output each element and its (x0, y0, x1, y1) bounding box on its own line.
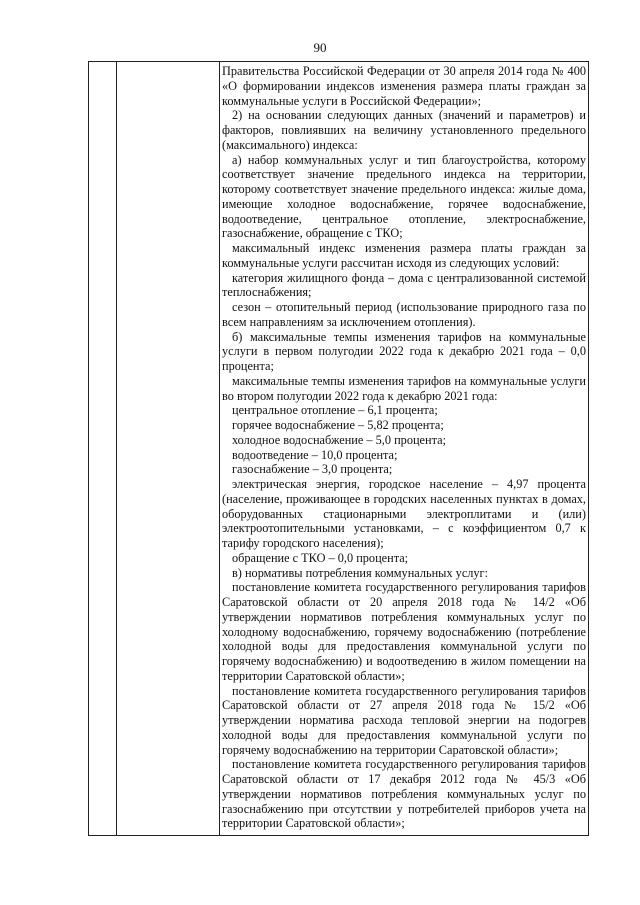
paragraph: б) максимальные темпы изменения тарифов на коммунальные услуги в первом полугодии 2022 года к декабрю 2021 года – 0,0 процента; (222, 329, 586, 373)
paragraph: обращение с ТКО – 0,0 процента; (232, 550, 409, 565)
paragraph: центральное отопление – 6,1 процента; (232, 403, 438, 418)
page-number: 90 (313, 40, 327, 55)
paragraph: Правительства Российской Федерации от 30 апреля 2014 года № 400 «О формировании индексов изменения размера платы граждан за коммунальные услуги в Российской Федерации»; (222, 64, 586, 108)
table-column-divider (219, 62, 220, 835)
paragraph: категория жилищного фонда – дома с централизованной системой теплоснабжения; (222, 270, 586, 300)
table-column-divider (116, 62, 117, 835)
paragraph: 2) на основании следующих данных (значений и параметров) и факторов, повлиявших на величину установленного предельного (максимального) индекса: (222, 108, 586, 152)
paragraph: горячее водоснабжение – 5,82 процента; (232, 418, 444, 432)
paragraph: в) нормативы потребления коммунальных услуг: (232, 565, 489, 580)
paragraph: сезон – отопительный период (использование природного газа по всем направлениям за исключением отопления). (222, 300, 586, 329)
paragraph: постановление комитета государственного регулирования тарифов Саратовской области от 20 апреля 2018 года № 14/2 «Об утверждении нормативов потребления коммунальных услуг по холодному водоснабжению, горячему водоснабжению (потребление холодной воды для предоставления коммунальной услуги по горячему водоснабжению) и водоотведению в жилом помещении на территории Саратовской области»; (222, 580, 586, 683)
table-text-cell (222, 64, 586, 831)
paragraph: максимальный индекс изменения размера платы граждан за коммунальные услуги рассчитан исходя из следующих условий: (222, 241, 586, 270)
paragraph: максимальные темпы изменения тарифов на коммунальные услуги во втором полугодии 2022 года к декабрю 2021 года: (222, 373, 586, 403)
paragraph: газоснабжение – 3,0 процента; (232, 462, 393, 477)
paragraph: постановление комитета государственного регулирования тарифов Саратовской области от 17 декабря 2012 года № 45/3 «Об утверждении нормативов потребления коммунальных услуг по газоснабжению при отсутствии у потребителей приборов учета на территории Саратовской области»; (222, 757, 586, 831)
paragraph: постановление комитета государственного регулирования тарифов Саратовской области от 27 апреля 2018 года № 15/2 «Об утверждении норматива расхода тепловой энергии на подогрев холодной воды для предоставления коммунальной услуги по горячему водоснабжению на территории Саратовской области»; (222, 683, 586, 757)
paragraph: водоотведение – 10,0 процента; (232, 447, 398, 462)
document-table (88, 61, 589, 836)
paragraph: а) набор коммунальных услуг и тип благоустройства, которому соответствует значение предельного индекса на территории, которому соответствует значение предельного индекса: жилые дома, имеющие холодное водоснабжение, горячее водоснабжение, водоотведение, центральное отопление, электроснабжение, газоснабжение, обращение с ТКО; (222, 152, 586, 241)
paragraph: электрическая энергия, городское население – 4,97 процента (население, проживающее в городских населенных пунктах в домах, оборудованных стационарными электроплитами и (или) электроотопительными установками, – с коэффициентом 0,7 к тарифу городского населения); (222, 477, 586, 550)
paragraph: холодное водоснабжение – 5,0 процента; (232, 432, 446, 447)
